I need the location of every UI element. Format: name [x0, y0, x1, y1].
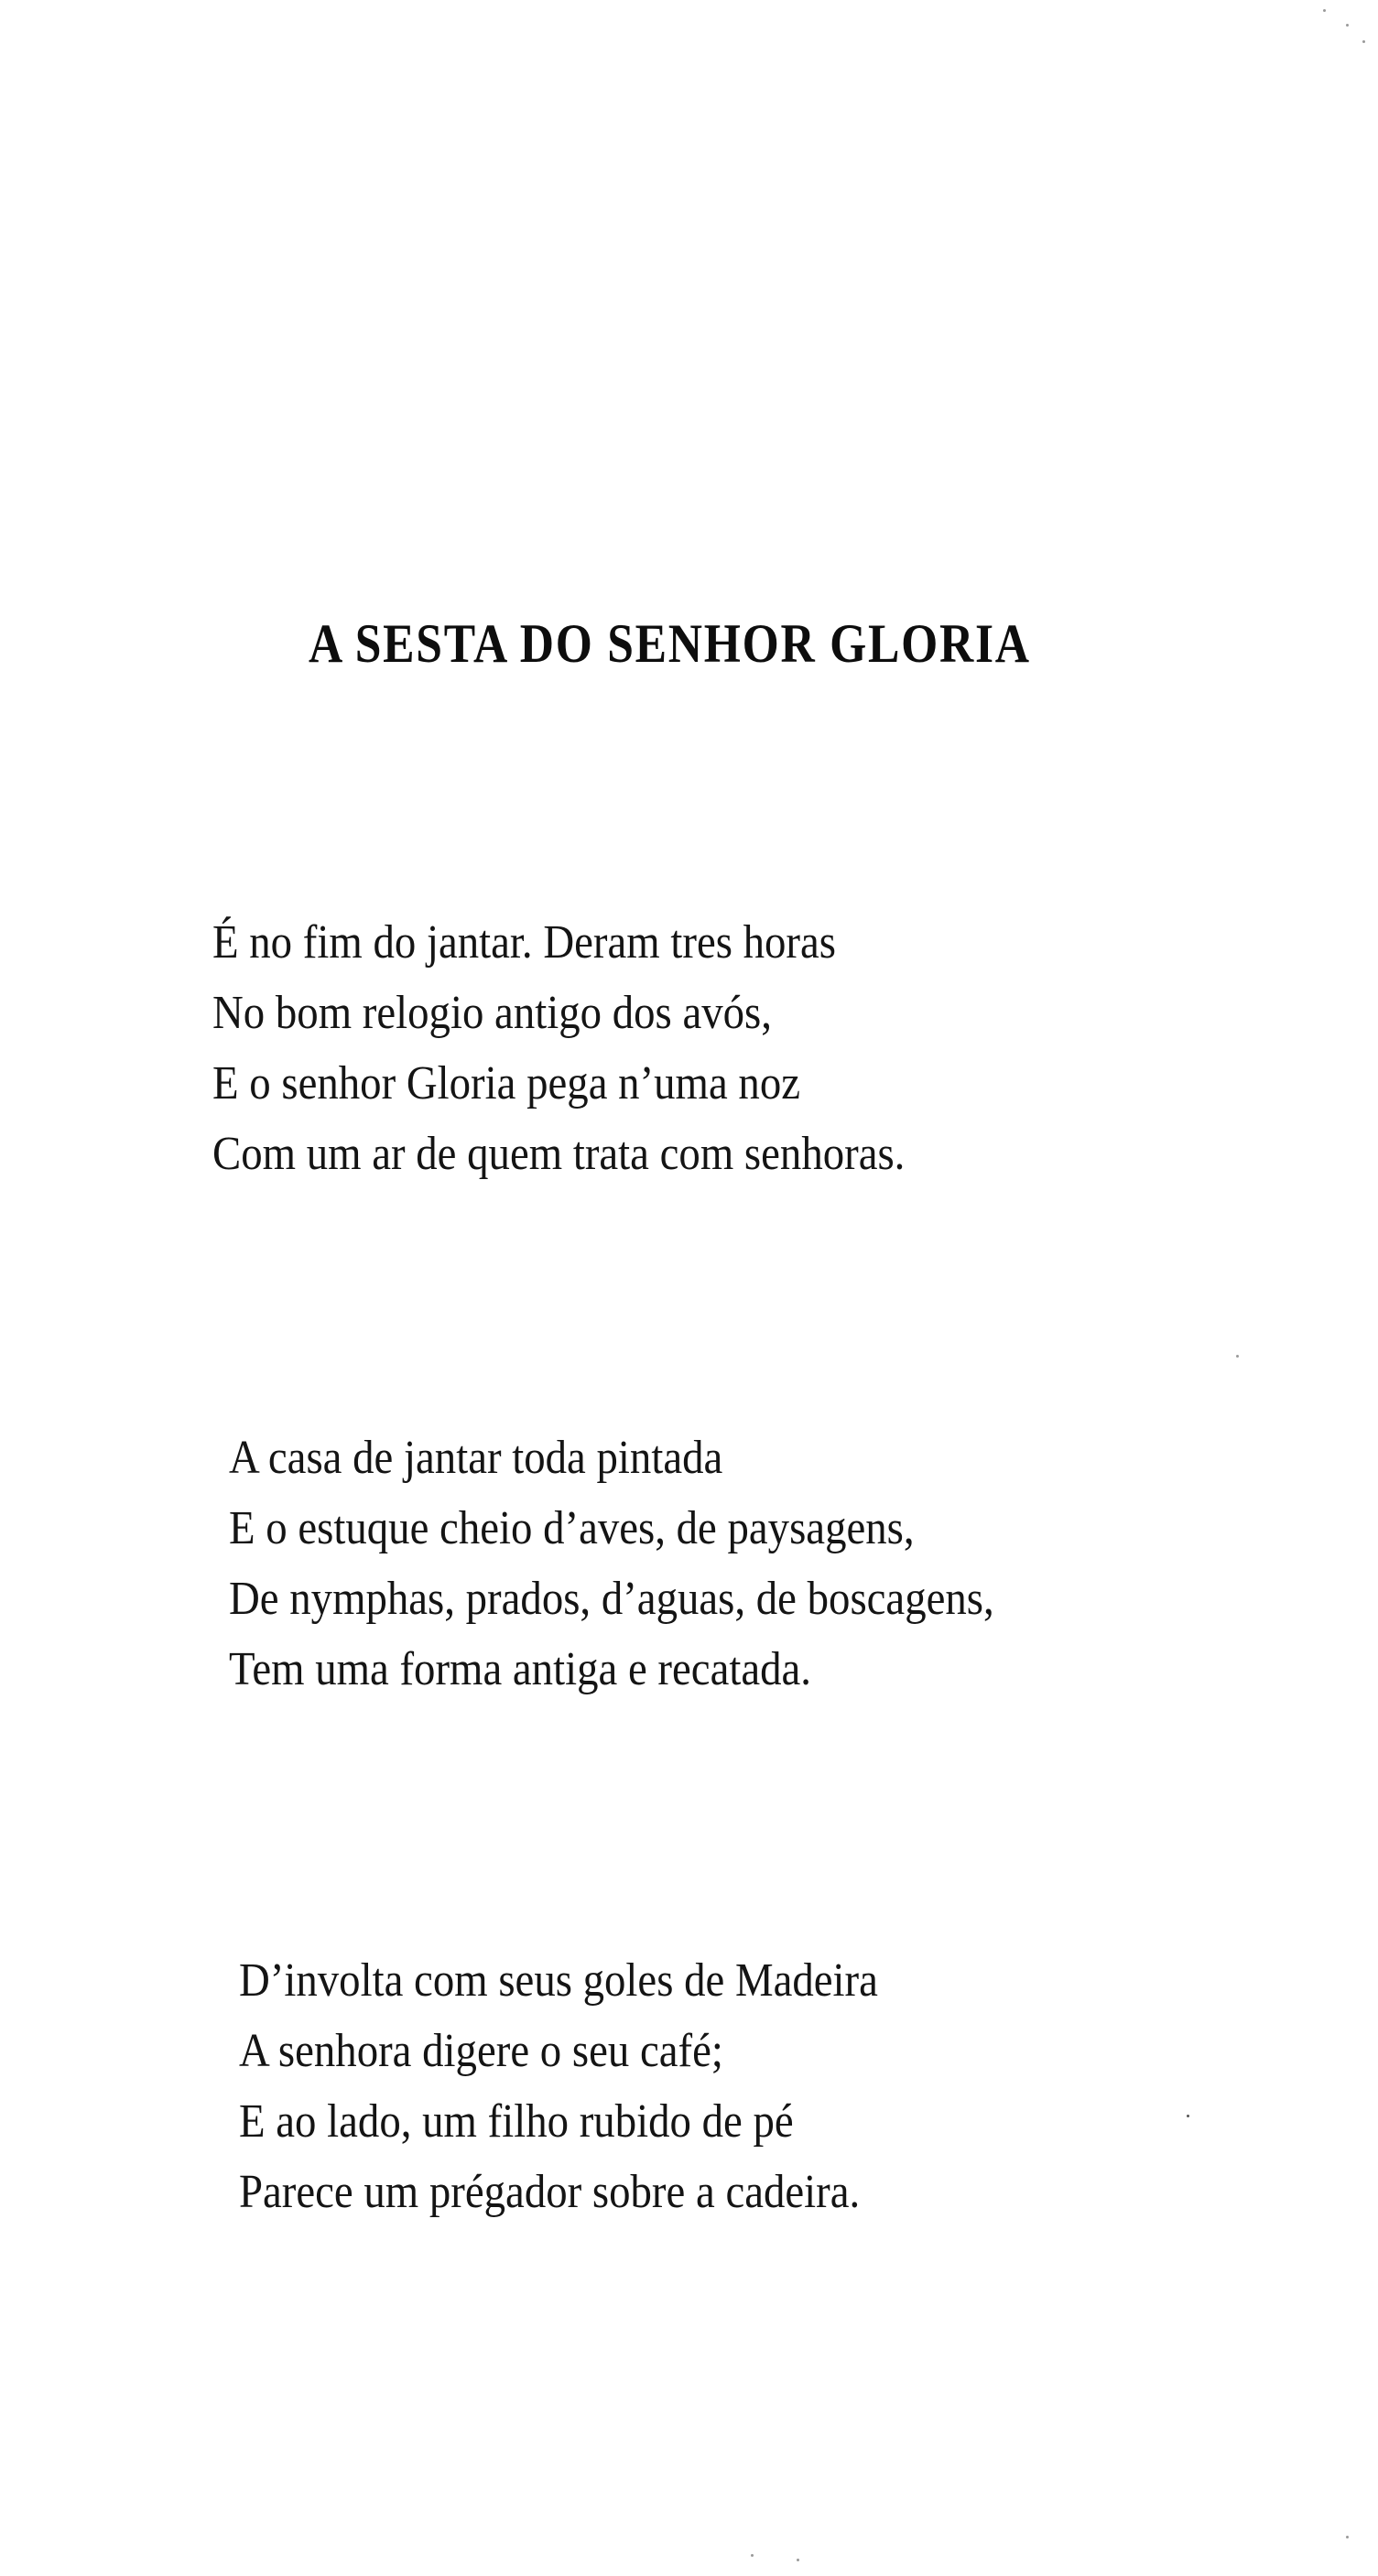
scan-speck	[1346, 2536, 1349, 2538]
verse-line: E o estuque cheio d’aves, de paysagens,	[229, 1502, 915, 1554]
verse-line: A senhora digere o seu café;	[239, 2025, 723, 2077]
scan-speck	[1187, 2115, 1189, 2117]
verse-line: De nymphas, prados, d’aguas, de boscagens,	[229, 1573, 994, 1625]
scan-speck	[751, 2554, 754, 2557]
verse-line: E o senhor Gloria pega n’uma noz	[212, 1057, 800, 1109]
verse-line: Parece um prégador sobre a cadeira.	[239, 2166, 861, 2218]
verse-line: D’involta com seus goles de Madeira	[239, 1954, 878, 2007]
scan-speck	[1346, 24, 1349, 27]
stanza-3	[239, 1945, 878, 2227]
verse-line: A casa de jantar toda pintada	[229, 1432, 723, 1484]
verse-line: E ao lado, um filho rubido de pé	[239, 2095, 794, 2148]
poem-title: A SESTA DO SENHOR GLORIA	[309, 613, 1031, 674]
scan-speck	[1323, 9, 1326, 12]
verse-line: Com um ar de quem trata com senhoras.	[212, 1128, 906, 1180]
scan-speck	[1236, 1355, 1239, 1358]
scan-speck	[1362, 40, 1365, 43]
stanza-1	[212, 907, 905, 1189]
verse-line: No bom relogio antigo dos avós,	[212, 987, 772, 1039]
verse-line: É no fim do jantar. Deram tres horas	[212, 916, 837, 969]
stanza-2	[229, 1423, 994, 1705]
scan-speck	[797, 2559, 799, 2561]
verse-line: Tem uma forma antiga e recatada.	[229, 1643, 811, 1695]
